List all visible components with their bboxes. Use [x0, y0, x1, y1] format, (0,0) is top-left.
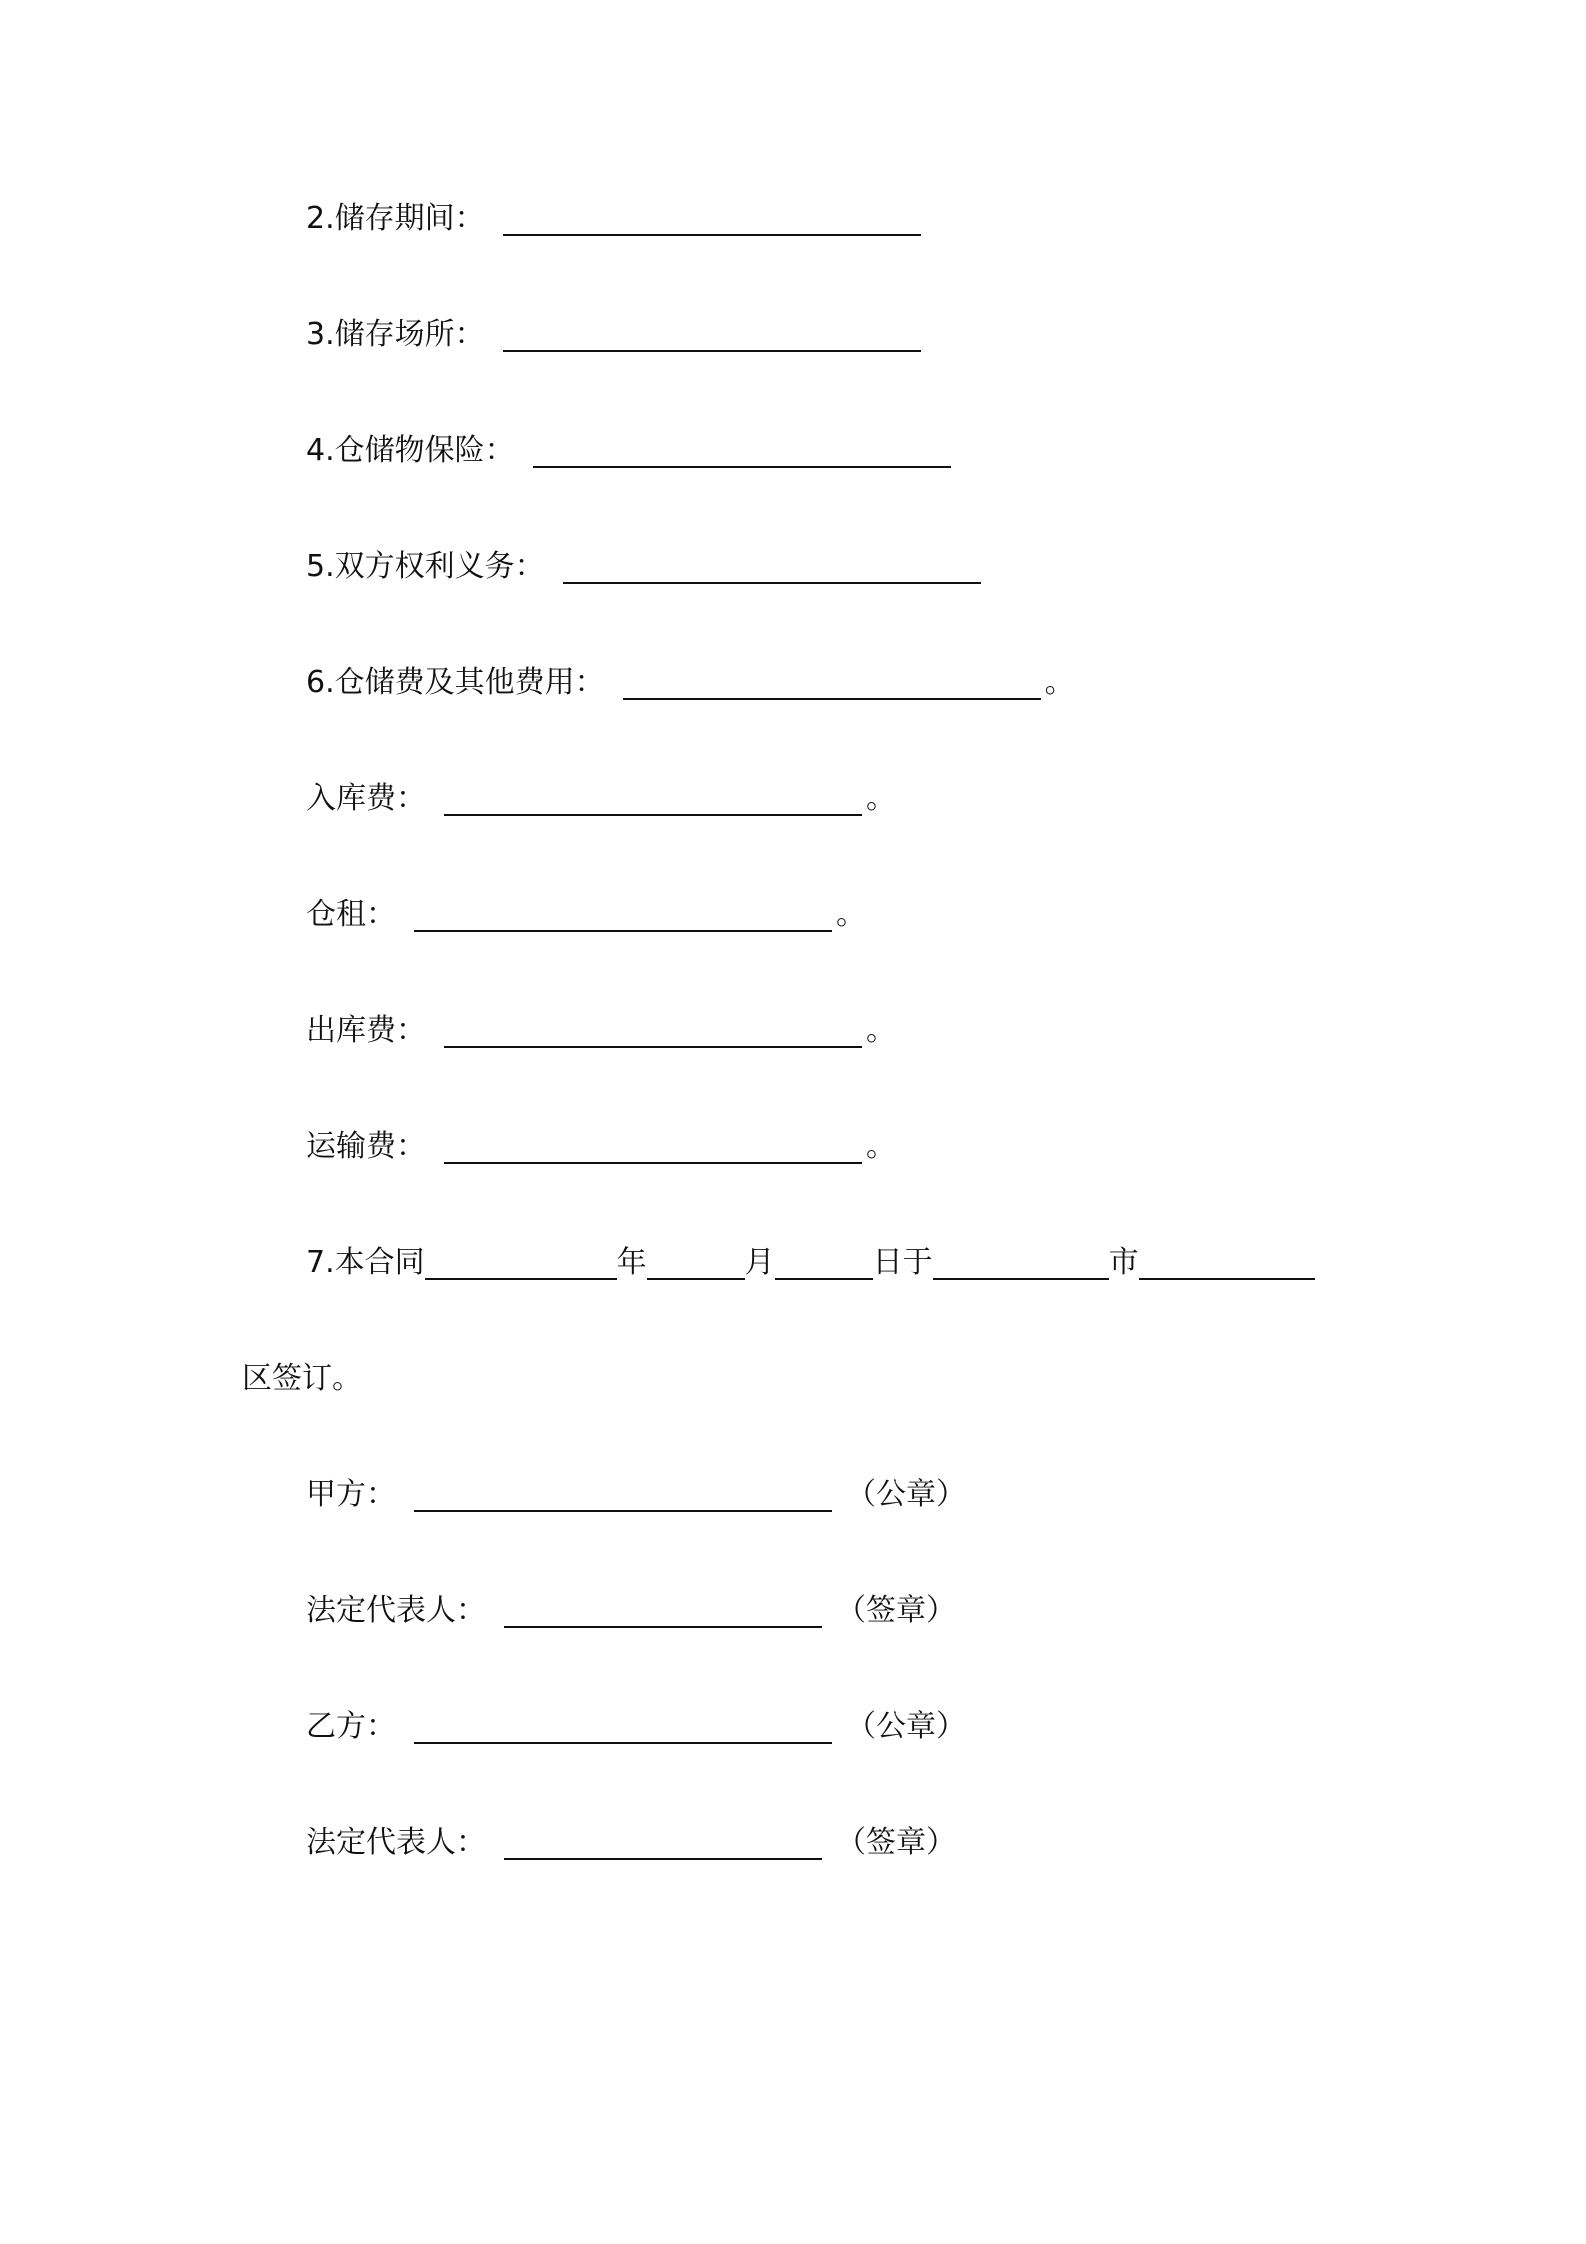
party-b-rep-seal: （签章） — [836, 1825, 956, 1860]
insurance-blank[interactable] — [533, 430, 951, 468]
transport-fee-period: 。 — [866, 1129, 896, 1164]
party-b-seal: （公章） — [846, 1709, 966, 1744]
signing-city-label: 市 — [1108, 1245, 1139, 1280]
party-b-blank[interactable] — [414, 1706, 832, 1744]
rights-label: 5.双方权利义务： — [306, 549, 545, 584]
signing-date-row — [306, 1240, 1315, 1286]
party-a-blank[interactable] — [414, 1474, 832, 1512]
signing-month-blank[interactable] — [647, 1242, 745, 1280]
outbound-fee-blank[interactable] — [444, 1010, 862, 1048]
rent-label: 仓租： — [306, 897, 396, 932]
rights-blank[interactable] — [563, 546, 981, 584]
fees-period: 。 — [1044, 665, 1075, 700]
fees-row — [306, 660, 1075, 706]
party-a-row — [306, 1472, 966, 1518]
outbound-fee-period: 。 — [866, 1013, 896, 1048]
storage-period-label: 2.储存期间： — [306, 201, 485, 236]
storage-period-blank[interactable] — [503, 198, 921, 236]
rent-blank[interactable] — [414, 894, 832, 932]
storage-place-label: 3.储存场所： — [306, 317, 485, 352]
inbound-fee-blank[interactable] — [444, 778, 862, 816]
signing-year-label: 年 — [616, 1245, 647, 1280]
signing-district-text: 区签订。 — [242, 1361, 362, 1396]
party-b-rep-label: 法定代表人： — [306, 1825, 486, 1860]
rent-row — [306, 892, 866, 938]
party-a-seal: （公章） — [846, 1477, 966, 1512]
signing-day-label: 日于 — [872, 1245, 933, 1280]
inbound-fee-row — [306, 776, 896, 822]
signing-month-label: 月 — [744, 1245, 775, 1280]
party-b-rep-blank[interactable] — [504, 1822, 822, 1860]
party-a-label: 甲方： — [306, 1477, 396, 1512]
inbound-fee-period: 。 — [866, 781, 896, 816]
signing-district-row — [242, 1356, 362, 1402]
party-a-rep-label: 法定代表人： — [306, 1593, 486, 1628]
signing-city-blank[interactable] — [933, 1242, 1109, 1280]
signing-prefix: 7.本合同 — [306, 1245, 425, 1280]
transport-fee-label: 运输费： — [306, 1129, 426, 1164]
fees-blank[interactable] — [623, 662, 1041, 700]
rights-row — [306, 544, 981, 590]
fees-label: 6.仓储费及其他费用： — [306, 665, 605, 700]
transport-fee-blank[interactable] — [444, 1126, 862, 1164]
insurance-row — [306, 428, 951, 474]
storage-place-blank[interactable] — [503, 314, 921, 352]
party-b-rep-row — [306, 1820, 956, 1866]
party-a-rep-row — [306, 1588, 956, 1634]
transport-fee-row — [306, 1124, 896, 1170]
rent-period: 。 — [836, 897, 866, 932]
storage-place-row — [306, 312, 921, 358]
outbound-fee-label: 出库费： — [306, 1013, 426, 1048]
party-b-label: 乙方： — [306, 1709, 396, 1744]
party-a-rep-seal: （签章） — [836, 1593, 956, 1628]
insurance-label: 4.仓储物保险： — [306, 433, 515, 468]
party-a-rep-blank[interactable] — [504, 1590, 822, 1628]
party-b-row — [306, 1704, 966, 1750]
inbound-fee-label: 入库费： — [306, 781, 426, 816]
outbound-fee-row — [306, 1008, 896, 1054]
storage-period-row — [306, 196, 921, 242]
signing-year-blank[interactable] — [425, 1242, 617, 1280]
signing-day-blank[interactable] — [775, 1242, 873, 1280]
signing-district-blank[interactable] — [1139, 1242, 1315, 1280]
